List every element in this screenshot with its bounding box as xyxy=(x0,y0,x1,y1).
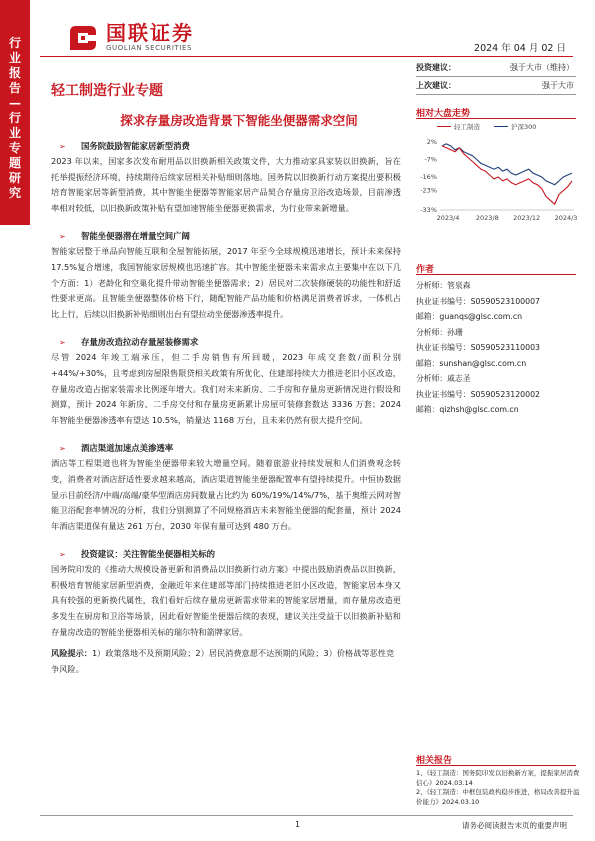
rating-current xyxy=(416,62,576,73)
author-name: 分析师：孙珊 xyxy=(416,327,463,337)
section-heading-text: 国务院鼓励智能家居新型消费 xyxy=(81,141,190,151)
page-number: 1 xyxy=(294,820,301,829)
arrow-icon: ➢ xyxy=(59,141,66,151)
section-paragraph: 尽管 2024 年竣工端承压，但二手房销售有所回暖，2023 年成交套数/面积分别+44%/+30%，且考虑到房屋限售限贷相关政策有所优化、住建部持续大力推进老旧小区改造，存量房改造占据家装需求比例逐年增大。我们对未来新房、二手房和存量房更新情况进行假设和测算，预计 2024 年新房、二手房交付和存量房更新累计房屋可装修套数达 3336 万套；2024 年智能坐便器渗透率有望达 10.5%，销量达 1168 万台，且未来仍然有很大提升空间。 xyxy=(51,352,401,425)
related-heading: 相关报告 xyxy=(416,756,453,766)
series-line xyxy=(442,146,572,204)
author-email[interactable]: 邮箱：sunshan@glsc.com.cn xyxy=(416,358,527,368)
authors-rule xyxy=(416,274,576,275)
author-cert: 执业证书编号：S0590523120002 xyxy=(416,389,541,399)
legend-item xyxy=(437,122,480,131)
arrow-icon: ➢ xyxy=(59,337,66,347)
x-tick-label: 2024/3 xyxy=(554,214,578,222)
rating-label: 投资建议： xyxy=(416,63,456,72)
risk-text: 1）政策落地不及预期风险；2）居民消费意愿不达预期的风险；3）价格战等恶性竞争风险。 xyxy=(51,648,395,674)
author-entry xyxy=(416,278,576,325)
section-paragraph: 2023 年以来，国家多次发布耐用品以旧换新相关政策文件，大力推动家具家装以旧换新，旨在托举提振经济环境，持续期待后续家居相关补贴细则落地。国务院以旧换新行动方案提出要积极培育智能家居等新型消费，其中智能坐便器等智能家居产品契合存量房卫浴改造场景，目前渗透率相对较低，以旧换新政策补贴有望加速智能坐便器更换需求，为行业带来新增量。 xyxy=(51,156,401,213)
logo-en-text: GUOLIAN SECURITIES xyxy=(106,44,193,52)
legend-swatch xyxy=(437,126,451,127)
related-rule xyxy=(416,765,576,766)
section-block xyxy=(51,334,401,428)
risk-label: 风险提示： xyxy=(51,648,92,659)
report-title: 探求存量房改造背景下智能坐便器需求空间 xyxy=(120,113,358,128)
y-tick-label: -33% xyxy=(420,206,437,214)
author-name: 分析师：戚志圣 xyxy=(416,374,471,383)
related-item[interactable]: 1、《轻工制造：国务院印发以旧换新方案，提振家居消费信心》2024.03.14 xyxy=(416,769,580,787)
section-title: 轻工制造行业专题 xyxy=(51,83,163,99)
y-tick-label: 2% xyxy=(426,138,437,146)
related-item[interactable]: 2、《轻工制造：中框包装政构稳步推进，格局改善提升溢价能力》2024.03.10 xyxy=(416,788,580,806)
section-heading-text: 投资建议：关注智能坐便器相关标的 xyxy=(81,549,215,560)
footer-divider xyxy=(40,815,573,816)
chart-legend xyxy=(437,122,536,131)
x-tick-label: 2023/4 xyxy=(436,214,460,222)
x-tick-label: 2023/8 xyxy=(475,214,499,222)
author-list xyxy=(416,278,576,418)
trend-heading: 相对大盘走势 xyxy=(416,109,471,119)
y-tick-label: -23% xyxy=(420,186,437,195)
section-heading-text: 智能坐便器潜在增量空间广阔 xyxy=(81,231,190,242)
legend-label: 轻工制造 xyxy=(454,123,480,131)
y-tick-label: -7% xyxy=(424,155,437,164)
rating-previous xyxy=(416,80,576,91)
rating-value: 强于大市 xyxy=(542,81,574,90)
author-entry xyxy=(416,371,576,418)
section-heading xyxy=(51,334,401,350)
section-heading xyxy=(51,228,401,244)
section-paragraph: 酒店等工程渠道也将为智能坐便器带来较大增量空间。随着旅游业持续发展和人们消费观念转变，消费者对酒店舒适性要求越来越高，酒店渠道智能坐便器配置率有望持续提升。中恒协数据显示目前经济/中端/高端/豪华型酒店房间数量占比约为 60%/19%/14%/7%，基于奥维云网对智能卫浴配套率情况的分析，我们分别测算了不同规格酒店未来智能坐便器的配套量，预计 2024 年酒店渠道保有量达 261 万台，2030 年保有量可达到 480 万台。 xyxy=(51,458,401,531)
section-block xyxy=(51,138,401,216)
sidebar-label: 行业报告—行业专题研究 xyxy=(8,36,21,200)
section-heading-text: 存量房改造拉动存量屋装修需求 xyxy=(81,337,199,348)
arrow-icon: ➢ xyxy=(59,443,66,453)
section-heading xyxy=(51,440,401,456)
x-tick-label: 2023/12 xyxy=(513,214,541,222)
author-email[interactable]: 邮箱：qizhsh@glsc.com.cn xyxy=(416,405,519,414)
rating-value: 强于大市（维持） xyxy=(510,63,574,72)
author-cert: 执业证书编号：S0590523110003 xyxy=(416,343,541,352)
report-date: 2024 年 04 月 02 日 xyxy=(474,43,566,54)
section-block xyxy=(51,546,401,640)
section-block xyxy=(51,440,401,534)
section-heading-text: 酒店渠道加速点美渗透率 xyxy=(81,443,174,454)
relative-trend-chart xyxy=(414,118,580,230)
authors-heading: 作者 xyxy=(416,265,435,275)
section-paragraph: 智能家居整于单品向智能互联和全屋智能拓展，2017 年至今全球规模迅速增长，预计未来保持 17.5%复合增速，我国智能家居规模也迅速扩容。其中智能坐便器未来需求点主要集中在以下几个方面：1）老龄化和空巢化提升带动智能坐便器需求；2）居民对二次装修硬装的功能性和舒适性要求更高。且智能坐便器整体价格下行，随配智能产品功能和价格满足消费者诉求，一体机占比上行，后续以旧换新补贴细则出台有望拉动坐便器渗透率提升。 xyxy=(51,246,401,319)
section-block xyxy=(51,228,401,322)
author-cert: 执业证书编号：S0590523100007 xyxy=(416,296,541,306)
company-logo xyxy=(66,22,194,54)
arrow-icon: ➢ xyxy=(59,231,66,241)
rating-divider xyxy=(416,94,576,95)
logo-cn-text: 国联证券 xyxy=(106,21,194,45)
author-email[interactable]: 邮箱：guanqs@glsc.com.cn xyxy=(416,312,523,321)
rating-divider xyxy=(416,76,576,77)
section-heading xyxy=(51,546,401,562)
author-name: 分析师：管泉森 xyxy=(416,281,471,290)
sidebar-band xyxy=(0,0,30,225)
legend-swatch xyxy=(494,126,508,127)
arrow-icon: ➢ xyxy=(59,549,66,559)
legend-label: 沪深300 xyxy=(511,123,537,131)
rating-label: 上次建议： xyxy=(416,81,456,90)
author-entry xyxy=(416,325,576,372)
report-body xyxy=(51,138,401,677)
disclaimer-note: 请务必阅读报告末页的重要声明 xyxy=(462,821,567,830)
logo-mark-icon xyxy=(66,22,100,54)
legend-item xyxy=(494,122,536,131)
y-tick-label: -16% xyxy=(420,172,437,181)
section-paragraph: 国务院印发的《推动大规模设备更新和消费品以旧换新行动方案》中提出鼓励消费品以旧换新，积极培育智能家居新型消费，金融近年来住建部等部门持续推进老旧小区改造，智能家居本身又具有较强的更新换代属性，我们看好后续存量房更新需求带来的智能家居增量，而存量房改造更多发生在厨房和卫浴等场景，因此看好智能坐便器后续的表现，建议关注受益于以旧换新补贴和存量房改造的智能坐便器相关标的瑞尔特和箭牌家居。 xyxy=(51,564,401,637)
header-divider xyxy=(40,56,573,57)
related-list xyxy=(416,769,581,807)
risk-note xyxy=(51,646,401,677)
section-heading xyxy=(51,138,401,154)
